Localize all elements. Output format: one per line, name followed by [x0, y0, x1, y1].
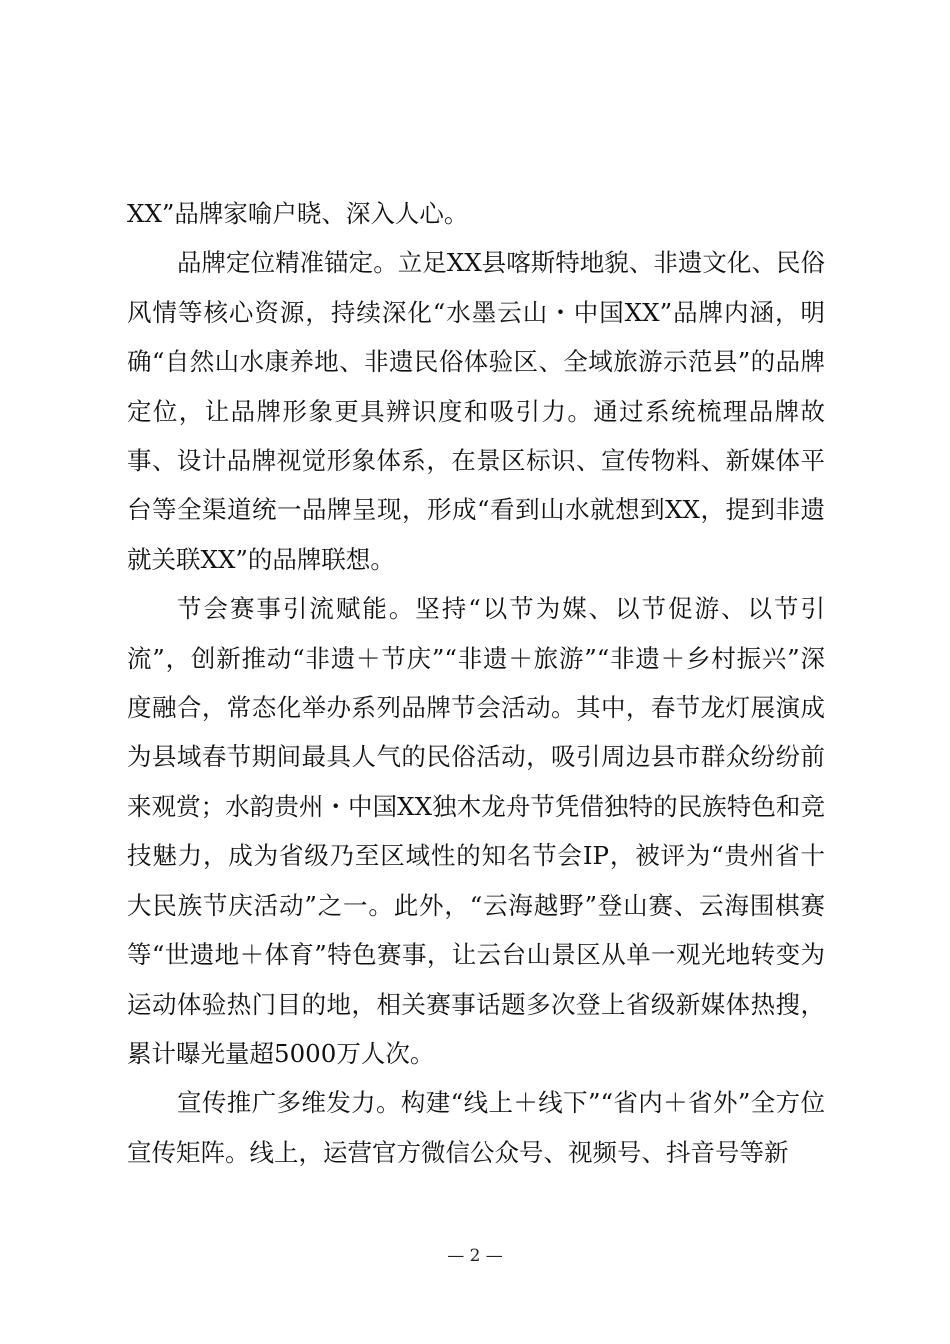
paragraph-continuation: XX”品牌家喻户晓、深入人心。 [127, 199, 469, 228]
paragraph-publicity-promotion: 宣传推广多维发力。构建“线上＋线下”“省内＋省外”全方位宣传矩阵。线上，运营官方微信公众号、视频号、抖音号等新 [127, 1088, 825, 1167]
body-text [127, 189, 825, 1177]
page-number: — 2 — [447, 1246, 503, 1266]
paragraph-brand-positioning: 品牌定位精准锚定。立足XX县喀斯特地貌、非遗文化、民俗风情等核心资源，持续深化“水墨云山・中国XX”品牌内涵，明确“自然山水康养地、非遗民俗体验区、全域旅游示范县”的品牌定位，让品牌形象更具辨识度和吸引力。通过系统梳理品牌故事、设计品牌视觉形象体系，在景区标识、宣传物料、新媒体平台等全渠道统一品牌呈现，形成“看到山水就想到XX，提到非遗就关联XX”的品牌联想。 [127, 248, 825, 574]
paragraph-festival-events: 节会赛事引流赋能。坚持“以节为媒、以节促游、以节引流”，创新推动“非遗＋节庆”“非遗＋旅游”“非遗＋乡村振兴”深度融合，常态化举办系列品牌节会活动。其中，春节龙灯展演成为县域春节期间最具人气的民俗活动，吸引周边县市群众纷纷前来观赏；水韵贵州・中国XX独木龙舟节凭借独特的民族特色和竞技魅力，成为省级乃至区域性的知名节会IP，被评为“贵州省十大民族节庆活动”之一。此外，“云海越野”登山赛、云海围棋赛等“世遗地＋体育”特色赛事，让云台山景区从单一观光地转变为运动体验热门目的地，相关赛事话题多次登上省级新媒体热搜，累计曝光量超5000万人次。 [127, 594, 825, 1068]
